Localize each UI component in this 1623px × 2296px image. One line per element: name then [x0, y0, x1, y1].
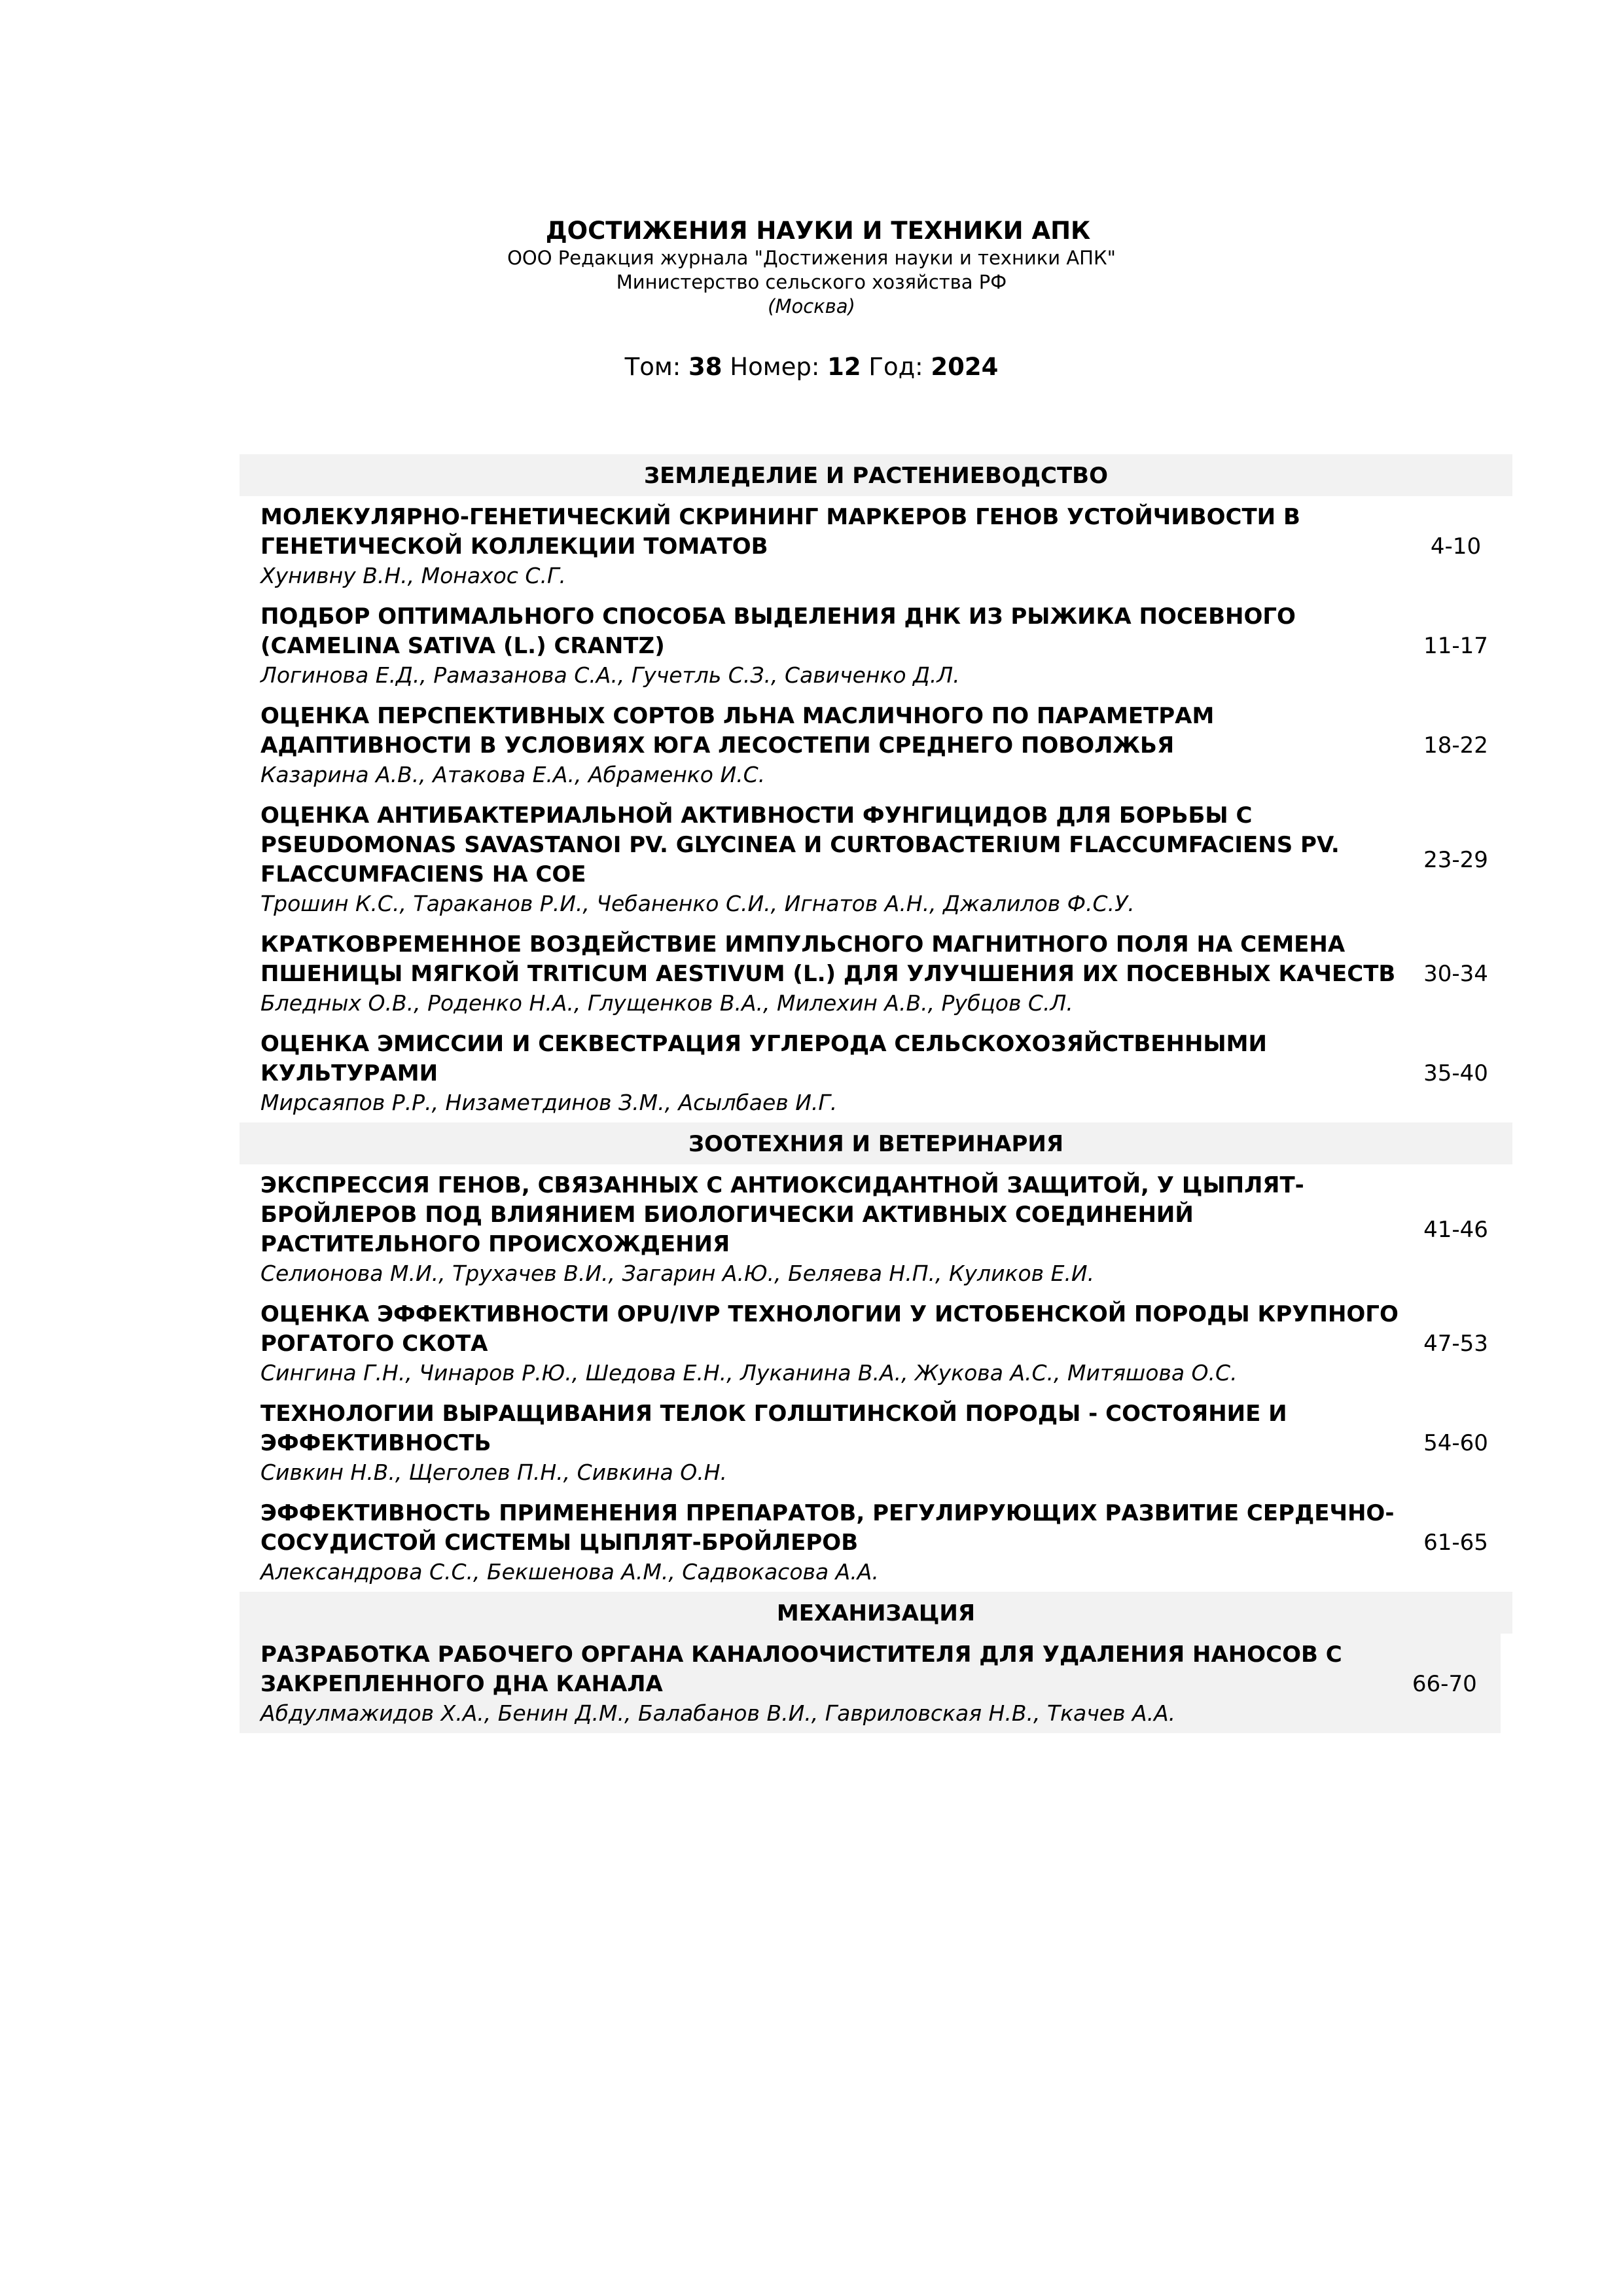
article-row[interactable] — [240, 1634, 1501, 1733]
article-row[interactable] — [240, 795, 1512, 924]
article-pages: 11-17 — [1423, 633, 1488, 659]
section-header: МЕХАНИЗАЦИЯ — [240, 1592, 1512, 1634]
number-value: 12 — [827, 353, 861, 381]
article-title[interactable]: ОЦЕНКА ЭФФЕКТИВНОСТИ OPU/IVP ТЕХНОЛОГИИ У ИСТОБЕНСКОЙ ПОРОДЫ КРУПНОГО РОГАТОГО СКОТА — [260, 1301, 1399, 1357]
journal-header — [0, 216, 1623, 319]
city: (Москва) — [768, 295, 855, 317]
article-row[interactable] — [240, 695, 1512, 795]
article-authors: Александрова С.С., Бекшенова А.М., Садвокасова А.А. — [260, 1559, 879, 1585]
article-row[interactable] — [240, 1293, 1512, 1393]
article-pages: 54-60 — [1423, 1430, 1488, 1456]
article-row[interactable] — [240, 596, 1512, 695]
article-pages: 4-10 — [1430, 533, 1482, 560]
article-pages: 30-34 — [1423, 961, 1488, 987]
publisher: ООО Редакция журнала "Достижения науки и техники АПК" — [507, 247, 1116, 269]
article-pages: 35-40 — [1423, 1060, 1488, 1086]
article-authors: Мирсаяпов Р.Р., Низаметдинов З.М., Асылбаев И.Г. — [260, 1090, 838, 1115]
section-header: ЗЕМЛЕДЕЛИЕ И РАСТЕНИЕВОДСТВО — [240, 454, 1512, 496]
article-authors: Абдулмажидов Х.А., Бенин Д.М., Балабанов В.И., Гавриловская Н.В., Ткачев А.А. — [260, 1700, 1176, 1726]
year-value: 2024 — [931, 353, 999, 381]
volume-label: Том: — [624, 353, 681, 381]
article-title[interactable]: ЭКСПРЕССИЯ ГЕНОВ, СВЯЗАННЫХ С АНТИОКСИДАНТНОЙ ЗАЩИТОЙ, У ЦЫПЛЯТ-БРОЙЛЕРОВ ПОД ВЛИЯНИЕМ БИОЛОГИЧЕСКИ АКТИВНЫХ СОЕДИНЕНИЙ РАСТИТЕЛЬНОГО ПРОИСХОЖДЕНИЯ — [260, 1172, 1304, 1257]
article-title[interactable]: МОЛЕКУЛЯРНО-ГЕНЕТИЧЕСКИЙ СКРИНИНГ МАРКЕРОВ ГЕНОВ УСТОЙЧИВОСТИ В ГЕНЕТИЧЕСКОЙ КОЛЛЕКЦИИ ТОМАТОВ — [260, 504, 1300, 560]
article-authors: Логинова Е.Д., Рамазанова С.А., Гучетль С.З., Савиченко Д.Л. — [260, 662, 960, 688]
article-pages: 61-65 — [1423, 1530, 1488, 1556]
article-row[interactable] — [240, 1393, 1512, 1492]
section-header: ЗООТЕХНИЯ И ВЕТЕРИНАРИЯ — [240, 1122, 1512, 1164]
year-label: Год: — [868, 353, 923, 381]
journal-title: ДОСТИЖЕНИЯ НАУКИ И ТЕХНИКИ АПК — [545, 217, 1091, 245]
article-row[interactable] — [240, 496, 1512, 596]
ministry: Министерство сельского хозяйства РФ — [616, 271, 1007, 293]
article-row[interactable] — [240, 1023, 1512, 1122]
article-pages: 41-46 — [1423, 1216, 1488, 1243]
article-row[interactable] — [240, 924, 1512, 1023]
article-title[interactable]: КРАТКОВРЕМЕННОЕ ВОЗДЕЙСТВИЕ ИМПУЛЬСНОГО МАГНИТНОГО ПОЛЯ НА СЕМЕНА ПШЕНИЦЫ МЯГКОЙ TRITICUM AESTIVUM (L.) ДЛЯ УЛУЧШЕНИЯ ИХ ПОСЕВНЫХ КАЧЕСТВ — [260, 931, 1396, 987]
issue-info — [0, 352, 1623, 382]
article-pages: 23-29 — [1423, 846, 1488, 873]
article-title[interactable]: ОЦЕНКА ПЕРСПЕКТИВНЫХ СОРТОВ ЛЬНА МАСЛИЧНОГО ПО ПАРАМЕТРАМ АДАПТИВНОСТИ В УСЛОВИЯХ ЮГА ЛЕСОСТЕПИ СРЕДНЕГО ПОВОЛЖЬЯ — [260, 703, 1215, 759]
article-title[interactable]: ЭФФЕКТИВНОСТЬ ПРИМЕНЕНИЯ ПРЕПАРАТОВ, РЕГУЛИРУЮЩИХ РАЗВИТИЕ СЕРДЕЧНО-СОСУДИСТОЙ СИСТЕМЫ ЦЫПЛЯТ-БРОЙЛЕРОВ — [260, 1500, 1395, 1556]
number-label: Номер: — [730, 353, 820, 381]
article-authors: Казарина А.В., Атакова Е.А., Абраменко И.С. — [260, 762, 766, 787]
article-pages: 47-53 — [1423, 1331, 1488, 1357]
article-authors: Бледных О.В., Роденко Н.А., Глущенков В.А., Милехин А.В., Рубцов С.Л. — [260, 990, 1073, 1016]
article-title[interactable]: ПОДБОР ОПТИМАЛЬНОГО СПОСОБА ВЫДЕЛЕНИЯ ДНК ИЗ РЫЖИКА ПОСЕВНОГО (CAMELINA SATIVA (L.) CRANTZ) — [260, 603, 1296, 659]
article-row[interactable] — [240, 1164, 1512, 1293]
article-pages: 66-70 — [1412, 1671, 1477, 1697]
article-authors: Трошин К.С., Тараканов Р.И., Чебаненко С.И., Игнатов А.Н., Джалилов Ф.С.У. — [260, 891, 1135, 916]
table-of-contents — [240, 454, 1512, 1733]
article-pages: 18-22 — [1423, 732, 1488, 759]
volume-value: 38 — [688, 353, 722, 381]
article-title[interactable]: РАЗРАБОТКА РАБОЧЕГО ОРГАНА КАНАЛООЧИСТИТЕЛЯ ДЛЯ УДАЛЕНИЯ НАНОСОВ С ЗАКРЕПЛЕННОГО ДНА КАНАЛА — [260, 1641, 1342, 1697]
article-title[interactable]: ТЕХНОЛОГИИ ВЫРАЩИВАНИЯ ТЕЛОК ГОЛШТИНСКОЙ ПОРОДЫ - СОСТОЯНИЕ И ЭФФЕКТИВНОСТЬ — [260, 1401, 1287, 1456]
article-title[interactable]: ОЦЕНКА АНТИБАКТЕРИАЛЬНОЙ АКТИВНОСТИ ФУНГИЦИДОВ ДЛЯ БОРЬБЫ С PSEUDOMONAS SAVASTANOI PV. GLYCINEA И CURTOBACTERIUM FLACCUMFACIENS PV. FLACCUMFACIENS НА СОЕ — [260, 802, 1340, 888]
article-authors: Сивкин Н.В., Щеголев П.Н., Сивкина О.Н. — [260, 1460, 728, 1485]
article-authors: Хунивну В.Н., Монахос С.Г. — [260, 563, 566, 588]
article-authors: Селионова М.И., Трухачев В.И., Загарин А.Ю., Беляева Н.П., Куликов Е.И. — [260, 1261, 1095, 1286]
article-title[interactable]: ОЦЕНКА ЭМИССИИ И СЕКВЕСТРАЦИЯ УГЛЕРОДА СЕЛЬСКОХОЗЯЙСТВЕННЫМИ КУЛЬТУРАМИ — [260, 1031, 1267, 1086]
article-row[interactable] — [240, 1492, 1512, 1592]
article-authors: Сингина Г.Н., Чинаров Р.Ю., Шедова Е.Н., Луканина В.А., Жукова А.С., Митяшова О.С. — [260, 1360, 1238, 1386]
